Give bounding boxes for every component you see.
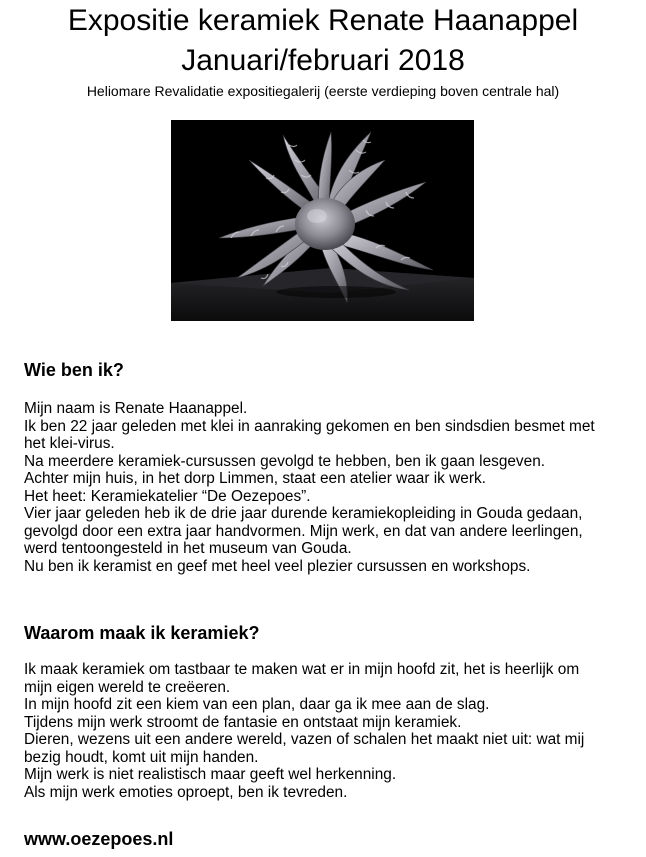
section-heading-why: Waarom maak ik keramiek? <box>24 623 260 643</box>
page-subtitle-date: Januari/februari 2018 <box>181 44 465 77</box>
section-body-who <box>24 400 634 575</box>
text-line: Als mijn werk emoties oproept, ben ik tevreden. <box>24 783 348 801</box>
text-line: Mijn naam is Renate Haanappel. <box>24 400 248 417</box>
text-line: Na meerdere keramiek-cursussen gevolgd te hebben, ben ik gaan lesgeven. <box>24 452 546 470</box>
text-line: werd tentoongesteld in het museum van Gouda. <box>24 540 352 557</box>
text-line: Ik maak keramiek om tastbaar te maken wat er in mijn hoofd zit, het is heerlijk om <box>24 661 580 678</box>
text-line: gevolgd door een extra jaar handvormen. Mijn werk, en dat van andere leerlingen, <box>24 522 583 540</box>
venue-line: Heliomare Revalidatie expositiegalerij (eerste verdieping boven centrale hal) <box>86 83 560 99</box>
text-line: mijn eigen wereld te creëeren. <box>24 678 231 696</box>
website-link[interactable]: www.oezepoes.nl <box>24 829 174 849</box>
text-line: Het heet: Keramiekatelier “De Oezepoes”. <box>24 487 311 505</box>
text-line: bezig houdt, komt uit mijn handen. <box>24 748 259 766</box>
text-line: Mijn werk is niet realistisch maar geeft wel herkenning. <box>24 766 397 783</box>
text-line: In mijn hoofd zit een kiem van een plan, daar ga ik mee aan de slag. <box>24 696 490 713</box>
text-line: Nu ben ik keramist en geef met heel veel plezier cursussen en workshops. <box>24 557 531 575</box>
text-line: Dieren, wezens uit een andere wereld, vazen of schalen het maakt niet uit: wat mij <box>24 731 585 748</box>
text-line: Tijdens mijn werk stroomt de fantasie en ontstaat mijn keramiek. <box>24 713 462 731</box>
text-line: Vier jaar geleden heb ik de drie jaar durende keramiekopleiding in Gouda gedaan, <box>24 505 583 522</box>
section-heading-who: Wie ben ik? <box>24 360 124 380</box>
ceramic-sculpture-photo <box>171 120 474 321</box>
text-line: Ik ben 22 jaar geleden met klei in aanraking gekomen en ben sindsdien besmet met <box>24 417 595 435</box>
text-line: Achter mijn huis, in het dorp Limmen, staat een atelier waar ik werk. <box>24 470 486 487</box>
sculpture-illustration <box>171 120 474 321</box>
section-body-why <box>24 661 634 801</box>
text-line: het klei-virus. <box>24 435 115 452</box>
page-title: Expositie keramiek Renate Haanappel <box>67 4 579 37</box>
